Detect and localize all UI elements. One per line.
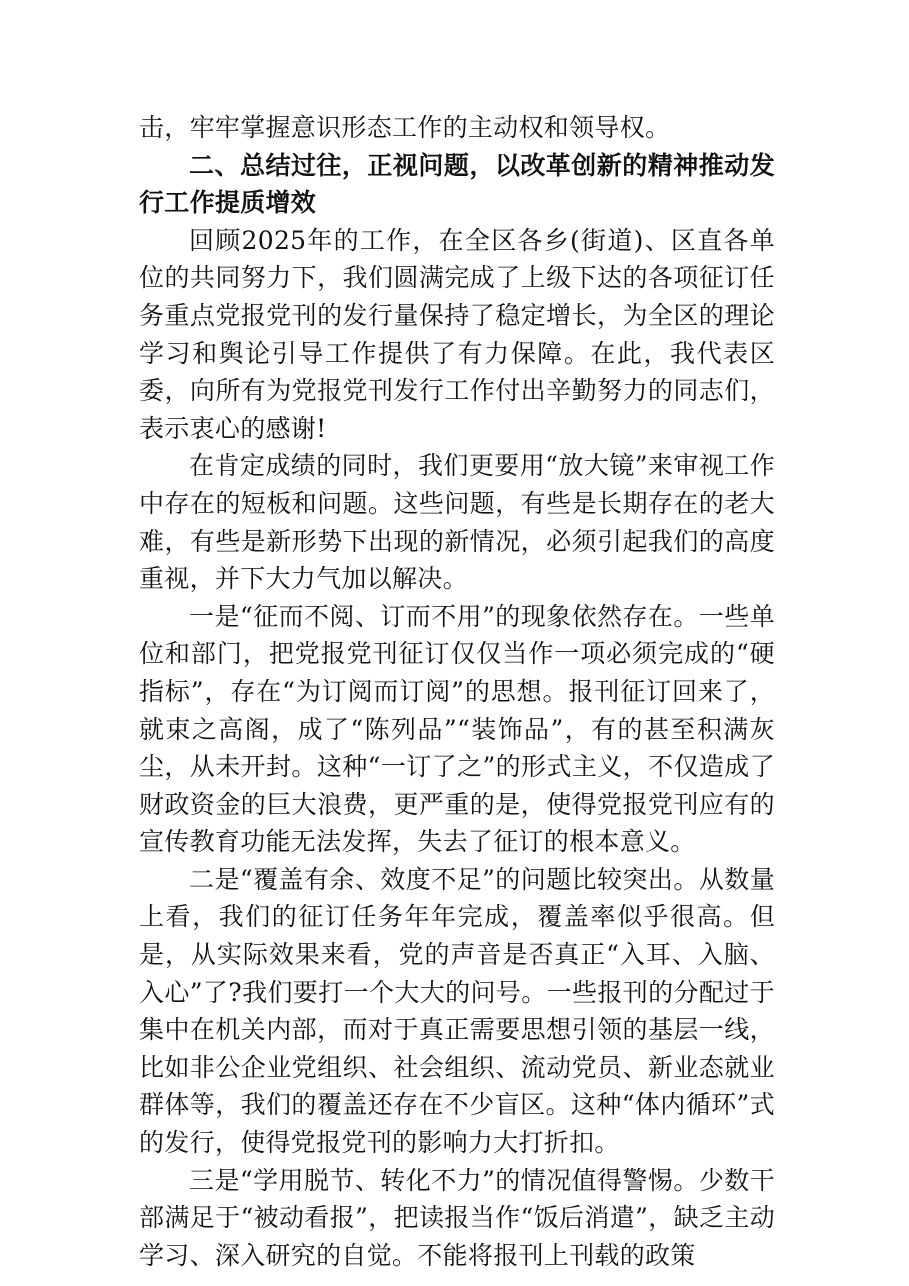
document-body (139, 109, 775, 1274)
continuation-paragraph: 击，牢牢掌握意识形态工作的主动权和领导权。 (139, 113, 671, 142)
body-paragraph-problem-two: 二是“覆盖有余、效度不足”的问题比较突出。从数量上看，我们的征订任务年年完成，覆盖率似乎很高。但是，从实际效果来看，党的声音是否真正“入耳、入脑、入心”了?我们要打一个大大的问号。一些报刊的分配过于集中在机关内部，而对于真正需要思想引领的基层一线，比如非公企业党组织、社会组织、流动党员、新业态就业群体等，我们的覆盖还存在不少盲区。这种“体内循环”式的发行，使得党报党刊的影响力大打折扣。 (139, 864, 775, 1158)
body-paragraph-problems-intro: 在肯定成绩的同时，我们更要用“放大镜”来审视工作中存在的短板和问题。这些问题，有些是长期存在的老大难，有些是新形势下出现的新情况，必须引起我们的高度重视，并下大力气加以解决。 (139, 451, 775, 594)
body-paragraph-review: 回顾2025年的工作，在全区各乡(街道)、区直各单位的共同努力下，我们圆满完成了上级下达的各项征订任务重点党报党刊的发行量保持了稳定增长，为全区的理论学习和舆论引导工作提供了有力保障。在此，我代表区委，向所有为党报党刊发行工作付出辛勤努力的同志们，表示衷心的感谢! (139, 225, 775, 443)
body-paragraph-problem-one: 一是“征而不阅、订而不用”的现象依然存在。一些单位和部门，把党报党刊征订仅仅当作一项必须完成的“硬指标”，存在“为订阅而订阅”的思想。报刊征订回来了，就束之高阁，成了“陈列品”“装饰品”，有的甚至积满灰尘，从未开封。这种“一订了之”的形式主义，不仅造成了财政资金的巨大浪费，更严重的是，使得党报党刊应有的宣传教育功能无法发挥，失去了征订的根本意义。 (139, 601, 775, 857)
body-paragraph-problem-three: 三是“学用脱节、转化不力”的情况值得警惕。少数干部满足于“被动看报”，把读报当作“饭后消遣”，缺乏主动学习、深入研究的自觉。不能将报刊上刊载的政策 (139, 1165, 775, 1270)
section-heading: 二、总结过往，正视问题，以改革创新的精神推动发行工作提质增效 (139, 150, 775, 218)
